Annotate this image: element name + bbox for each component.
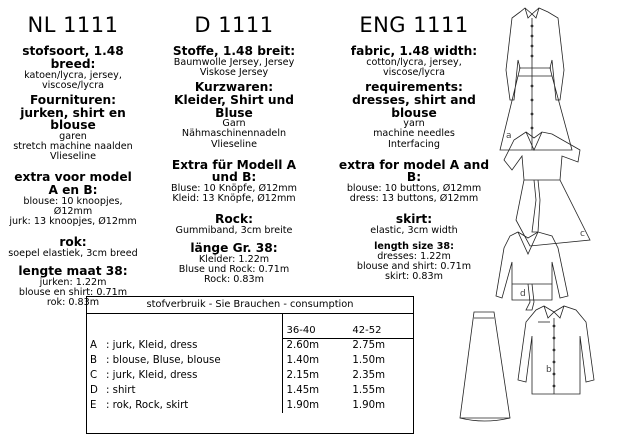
extra-item: Kleid: 13 Knöpfe, Ø12mm (172, 193, 296, 205)
column-nl (8, 14, 138, 308)
row-letter: B (90, 355, 97, 366)
row-value: 2.75m (352, 340, 385, 352)
row-value: 1.90m (352, 400, 385, 411)
consumption-title: stofverbruik - Sie Brauchen - consumption (86, 296, 414, 313)
fabric-title: Stoffe, 1.48 breit: (172, 44, 296, 59)
column-code: ENG 1111 (359, 13, 469, 37)
length-title: länge Gr. 38: (190, 241, 278, 256)
garment-drawings (440, 0, 620, 437)
table-row (86, 338, 414, 353)
length-item: Bluse und Rock: 0.71m (178, 264, 290, 276)
row-letter: C (90, 370, 98, 381)
fabric-title: fabric, 1.48 width: (350, 44, 478, 59)
row-value: 1.90m (282, 398, 348, 413)
supplies-subtitle: jurken, shirt en blouse (20, 105, 126, 133)
row-value: 1.40m (282, 353, 348, 368)
fabric-line: Baumwolle Jersey, Jersey (173, 56, 295, 68)
skirt-item: Gummiband, 3cm breite (175, 225, 293, 237)
extra-item: jurk: 13 knoopjes, Ø12mm (9, 216, 137, 228)
length-item: blouse and shirt: 0.71m (356, 261, 472, 273)
supplies-item: Vlieseline (210, 138, 257, 150)
row-letter: D (90, 385, 98, 396)
size-header: 42-52 (348, 323, 414, 338)
row-label: : shirt (106, 385, 136, 396)
length-title: length size 38: (374, 241, 454, 253)
extra-title: Extra für Modell A und B: (171, 157, 297, 185)
length-title: lengte maat 38: (18, 264, 128, 279)
supplies-item: Interfacing (388, 138, 440, 150)
skirt-item: elastic, 3cm width (370, 225, 458, 237)
skirt-title: rok: (59, 235, 87, 250)
length-item: rok: 0.83m (46, 297, 100, 309)
supplies-item: yarn (403, 118, 425, 130)
shirt-d-drawing (496, 232, 568, 310)
row-label: : rok, Rock, skirt (106, 400, 189, 411)
consumption-table (86, 296, 414, 413)
length-item: skirt: 0.83m (385, 271, 443, 283)
supplies-item: machine needles (373, 128, 455, 140)
extra-item: dress: 13 buttons, Ø12mm (349, 193, 479, 205)
drawing-label-d: d (520, 289, 526, 299)
fabric-line: katoen/lycra, jersey, (24, 69, 122, 81)
row-value: 1.50m (352, 355, 385, 366)
supplies-title: Kurzwaren: (194, 79, 274, 94)
drawing-label-c: c (580, 229, 585, 239)
extra-item: blouse: 10 knoopjes, Ø12mm (23, 196, 123, 218)
extra-title: extra voor model A en B: (14, 170, 132, 198)
drawing-label-b: b (546, 365, 552, 375)
length-item: dresses: 1.22m (377, 251, 451, 263)
row-label: : jurk, Kleid, dress (106, 340, 198, 351)
supplies-item: Vlieseline (49, 151, 96, 163)
fabric-title: stofsoort, 1.48 breed: (22, 44, 124, 71)
supplies-subtitle: dresses, shirt and blouse (352, 92, 476, 120)
dress-a-drawing (500, 8, 572, 150)
row-letter: A (90, 340, 97, 351)
length-item: blouse en shirt: 0.71m (18, 286, 128, 298)
length-item: Rock: 0.83m (204, 274, 264, 286)
extra-item: Bluse: 10 Knöpfe, Ø12mm (171, 183, 297, 195)
skirt-e-drawing (460, 312, 510, 421)
fabric-line: viscose/lycra (41, 79, 105, 91)
table-row (86, 353, 414, 368)
table-row (86, 368, 414, 383)
supplies-item: Nähmaschinennadeln (181, 128, 287, 140)
column-code: D 1111 (194, 13, 274, 37)
fabric-line: Viskose Jersey (199, 66, 269, 78)
skirt-title: skirt: (395, 212, 433, 227)
blouse-b-drawing (518, 306, 594, 394)
column-d (158, 14, 310, 285)
skirt-item: soepel elastiek, 3cm breed (8, 248, 138, 260)
supplies-title: Fournituren: (29, 92, 117, 107)
column-code: NL 1111 (27, 13, 119, 37)
table-row (86, 383, 414, 398)
drawing-label-a: a (506, 131, 512, 141)
supplies-item: stretch machine naalden (13, 141, 133, 153)
skirt-title: Rock: (215, 212, 253, 227)
fabric-line: cotton/lycra, jersey, (366, 56, 462, 68)
size-header: 36-40 (282, 323, 348, 338)
supplies-item: garen (59, 131, 87, 143)
extra-title: extra for model A and B: (338, 157, 490, 185)
row-value: 2.15m (282, 368, 348, 383)
length-item: Kleider: 1.22m (198, 254, 270, 266)
row-letter: E (90, 400, 97, 411)
supplies-subtitle: Kleider, Shirt und Bluse (174, 92, 294, 120)
supplies-item: Garn (222, 118, 246, 130)
length-item: jurken: 1.22m (39, 276, 107, 288)
dress-c-drawing (504, 132, 590, 246)
fabric-line: viscose/lycra (382, 66, 446, 78)
row-label: : jurk, Kleid, dress (106, 370, 198, 381)
extra-item: blouse: 10 buttons, Ø12mm (346, 183, 482, 195)
row-value: 1.45m (282, 383, 348, 398)
row-value: 2.35m (352, 370, 385, 381)
row-value: 2.60m (282, 338, 348, 353)
row-label: : blouse, Bluse, blouse (106, 355, 221, 366)
table-row (86, 398, 414, 413)
row-value: 1.55m (352, 385, 385, 396)
supplies-title: requirements: (365, 79, 463, 94)
